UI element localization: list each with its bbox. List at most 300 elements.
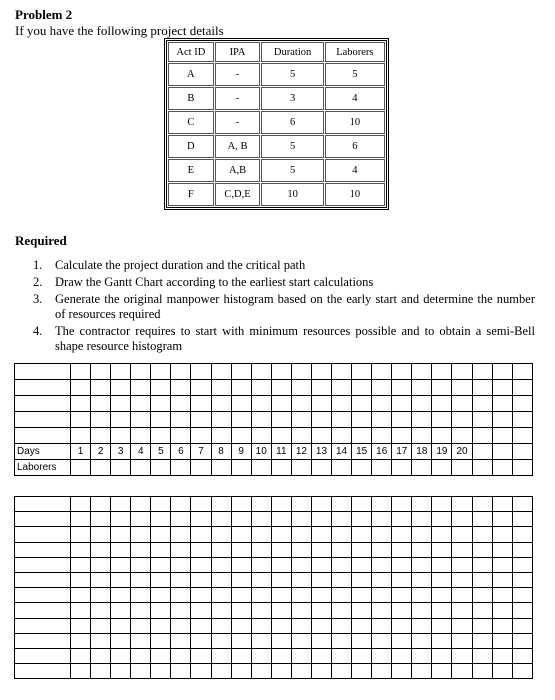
header-ipa: IPA xyxy=(215,42,261,62)
grid-cell xyxy=(91,572,111,587)
grid-cell xyxy=(111,542,131,557)
grid-cell xyxy=(512,603,532,618)
grid-cell xyxy=(271,527,291,542)
grid-cell xyxy=(71,557,91,572)
day-number: 17 xyxy=(392,444,412,460)
day-number: 6 xyxy=(171,444,191,460)
grid-cell xyxy=(392,664,412,679)
grid-cell xyxy=(71,396,91,412)
grid-cell xyxy=(472,497,492,512)
grid-cell xyxy=(392,557,412,572)
grid-cell xyxy=(191,557,211,572)
grid-cell xyxy=(512,557,532,572)
grid-cell xyxy=(151,633,171,648)
laborers-cell xyxy=(311,460,331,476)
grid-cell xyxy=(91,380,111,396)
grid-cell xyxy=(392,527,412,542)
grid-cell xyxy=(332,527,352,542)
grid-row xyxy=(15,497,533,512)
grid-cell xyxy=(372,542,392,557)
grid-cell xyxy=(311,542,331,557)
days-row xyxy=(15,444,533,460)
grid-cell xyxy=(231,572,251,587)
grid-cell xyxy=(412,588,432,603)
grid-cell xyxy=(211,396,231,412)
grid-cell xyxy=(171,633,191,648)
grid-cell xyxy=(492,428,512,444)
grid-cell xyxy=(472,633,492,648)
grid-cell xyxy=(231,396,251,412)
laborers-cell xyxy=(291,460,311,476)
grid-cell xyxy=(452,527,472,542)
grid-cell xyxy=(372,396,392,412)
grid-cell xyxy=(151,664,171,679)
grid-cell xyxy=(452,633,472,648)
grid-cell xyxy=(211,572,231,587)
laborers-cell xyxy=(432,460,452,476)
grid-cell xyxy=(251,527,271,542)
grid-cell xyxy=(91,664,111,679)
grid-cell xyxy=(111,557,131,572)
day-number: 5 xyxy=(151,444,171,460)
grid-cell xyxy=(432,633,452,648)
grid-cell xyxy=(472,603,492,618)
grid-cell xyxy=(352,364,372,380)
day-number: 11 xyxy=(271,444,291,460)
grid-cell xyxy=(512,380,532,396)
grid-cell xyxy=(251,380,271,396)
grid-cell xyxy=(352,412,372,428)
laborers-label: Laborers xyxy=(15,460,71,476)
cell-act-id: D xyxy=(168,135,214,158)
grid-cell xyxy=(372,603,392,618)
grid-cell xyxy=(412,633,432,648)
grid-cell xyxy=(311,618,331,633)
grid-cell xyxy=(432,557,452,572)
grid-cell xyxy=(432,527,452,542)
grid-cell xyxy=(15,497,71,512)
grid-cell xyxy=(372,527,392,542)
cell-laborers: 5 xyxy=(325,63,385,86)
grid-cell xyxy=(131,428,151,444)
grid-cell xyxy=(91,603,111,618)
grid-cell xyxy=(372,633,392,648)
project-details-table xyxy=(164,38,389,210)
grid-cell xyxy=(211,618,231,633)
grid-cell xyxy=(412,428,432,444)
grid-cell xyxy=(432,648,452,663)
grid-cell xyxy=(191,648,211,663)
grid-cell xyxy=(291,557,311,572)
grid-cell xyxy=(512,542,532,557)
grid-cell xyxy=(291,603,311,618)
grid-cell xyxy=(15,512,71,527)
cell-ipa: C,D,E xyxy=(215,183,261,206)
grid-cell xyxy=(91,428,111,444)
grid-cell xyxy=(71,364,91,380)
grid-cell xyxy=(472,618,492,633)
grid-cell xyxy=(191,428,211,444)
header-laborers: Laborers xyxy=(325,42,385,62)
grid-cell xyxy=(311,497,331,512)
grid-cell xyxy=(211,428,231,444)
grid-cell xyxy=(231,618,251,633)
grid-cell xyxy=(472,428,492,444)
grid-cell xyxy=(492,557,512,572)
grid-cell xyxy=(332,618,352,633)
list-item xyxy=(33,292,535,322)
grid-cell xyxy=(392,364,412,380)
grid-cell xyxy=(91,633,111,648)
day-number: 18 xyxy=(412,444,432,460)
grid-cell xyxy=(352,512,372,527)
grid-cell xyxy=(91,396,111,412)
grid-cell xyxy=(151,648,171,663)
header-act-id: Act ID xyxy=(168,42,214,62)
grid-cell xyxy=(372,572,392,587)
grid-cell xyxy=(432,364,452,380)
grid-cell xyxy=(15,588,71,603)
grid-cell xyxy=(432,603,452,618)
grid-cell xyxy=(291,664,311,679)
laborers-cell xyxy=(492,460,512,476)
grid-cell xyxy=(15,364,71,380)
laborers-cell xyxy=(392,460,412,476)
grid-cell xyxy=(352,428,372,444)
grid-cell xyxy=(271,396,291,412)
grid-cell xyxy=(291,512,311,527)
grid-cell xyxy=(151,380,171,396)
grid-cell xyxy=(332,396,352,412)
cell-ipa: A, B xyxy=(215,135,261,158)
grid-cell xyxy=(151,428,171,444)
grid-cell xyxy=(291,542,311,557)
grid-cell xyxy=(15,557,71,572)
grid-cell xyxy=(492,633,512,648)
grid-cell xyxy=(211,412,231,428)
list-item xyxy=(33,324,535,354)
grid-cell xyxy=(452,588,472,603)
grid-cell xyxy=(291,428,311,444)
grid-cell xyxy=(71,588,91,603)
table-row xyxy=(168,87,385,110)
grid-cell xyxy=(332,497,352,512)
grid-cell xyxy=(392,380,412,396)
grid-cell xyxy=(311,364,331,380)
grid-cell xyxy=(372,497,392,512)
grid-cell xyxy=(392,497,412,512)
grid-cell xyxy=(291,396,311,412)
grid-cell xyxy=(412,664,432,679)
grid-cell xyxy=(171,618,191,633)
grid-cell xyxy=(231,603,251,618)
grid-cell xyxy=(131,664,151,679)
grid-cell xyxy=(231,588,251,603)
grid-cell xyxy=(111,364,131,380)
grid-cell xyxy=(171,412,191,428)
grid-cell xyxy=(432,497,452,512)
grid-cell xyxy=(231,380,251,396)
gantt-histogram-grid xyxy=(14,363,533,476)
grid-cell xyxy=(452,648,472,663)
grid-cell xyxy=(352,603,372,618)
grid-cell xyxy=(271,364,291,380)
grid-cell xyxy=(512,444,532,460)
grid-cell xyxy=(412,648,432,663)
grid-row xyxy=(15,633,533,648)
grid-cell xyxy=(71,512,91,527)
grid-cell xyxy=(111,412,131,428)
grid-cell xyxy=(311,572,331,587)
grid-cell xyxy=(432,618,452,633)
grid-cell xyxy=(492,648,512,663)
laborers-cell xyxy=(91,460,111,476)
grid-cell xyxy=(432,396,452,412)
laborers-cell xyxy=(472,460,492,476)
grid-cell xyxy=(191,497,211,512)
grid-cell xyxy=(472,444,492,460)
grid-cell xyxy=(472,396,492,412)
grid-cell xyxy=(171,428,191,444)
grid-cell xyxy=(452,396,472,412)
grid-cell xyxy=(412,364,432,380)
grid-cell xyxy=(211,557,231,572)
grid-cell xyxy=(412,396,432,412)
grid-cell xyxy=(131,396,151,412)
grid-row xyxy=(15,664,533,679)
grid-cell xyxy=(452,512,472,527)
grid-cell xyxy=(171,603,191,618)
list-item-text: Draw the Gantt Chart according to the earliest start calculations xyxy=(55,275,374,289)
grid-row xyxy=(15,527,533,542)
grid-cell xyxy=(352,542,372,557)
grid-cell xyxy=(191,364,211,380)
grid-cell xyxy=(352,527,372,542)
cell-duration: 5 xyxy=(261,63,323,86)
grid-cell xyxy=(472,364,492,380)
cell-ipa: - xyxy=(215,87,261,110)
grid-cell xyxy=(372,648,392,663)
grid-cell xyxy=(412,497,432,512)
grid-cell xyxy=(251,618,271,633)
grid-cell xyxy=(412,618,432,633)
grid-cell xyxy=(311,412,331,428)
cell-laborers: 10 xyxy=(325,111,385,134)
grid-cell xyxy=(472,412,492,428)
grid-cell xyxy=(15,396,71,412)
grid-cell xyxy=(171,557,191,572)
grid-cell xyxy=(111,428,131,444)
grid-cell xyxy=(211,380,231,396)
grid-cell xyxy=(91,542,111,557)
grid-cell xyxy=(372,380,392,396)
laborers-cell xyxy=(452,460,472,476)
grid-cell xyxy=(372,618,392,633)
grid-cell xyxy=(91,557,111,572)
grid-cell xyxy=(392,572,412,587)
grid-cell xyxy=(291,618,311,633)
grid-cell xyxy=(392,603,412,618)
grid-cell xyxy=(251,497,271,512)
grid-cell xyxy=(191,396,211,412)
grid-cell xyxy=(291,497,311,512)
list-item-number: 3. xyxy=(33,292,43,306)
grid-cell xyxy=(131,588,151,603)
table-row xyxy=(168,111,385,134)
grid-cell xyxy=(352,618,372,633)
grid-cell xyxy=(291,648,311,663)
grid-cell xyxy=(412,412,432,428)
cell-duration: 6 xyxy=(261,111,323,134)
grid-cell xyxy=(131,648,151,663)
grid-cell xyxy=(412,380,432,396)
grid-cell xyxy=(71,428,91,444)
grid-row xyxy=(15,603,533,618)
grid-cell xyxy=(392,412,412,428)
grid-cell xyxy=(251,603,271,618)
cell-duration: 3 xyxy=(261,87,323,110)
day-number: 16 xyxy=(372,444,392,460)
grid-cell xyxy=(311,380,331,396)
grid-cell xyxy=(332,648,352,663)
grid-cell xyxy=(452,618,472,633)
grid-cell xyxy=(151,527,171,542)
grid-cell xyxy=(271,557,291,572)
grid-cell xyxy=(452,497,472,512)
grid-cell xyxy=(311,512,331,527)
grid-row xyxy=(15,512,533,527)
grid-cell xyxy=(91,588,111,603)
grid-cell xyxy=(352,664,372,679)
grid-cell xyxy=(492,603,512,618)
grid-cell xyxy=(71,603,91,618)
grid-cell xyxy=(311,588,331,603)
day-number: 3 xyxy=(111,444,131,460)
laborers-cell xyxy=(332,460,352,476)
grid-cell xyxy=(271,633,291,648)
laborers-cell xyxy=(131,460,151,476)
grid-cell xyxy=(211,664,231,679)
grid-cell xyxy=(332,364,352,380)
grid-cell xyxy=(432,380,452,396)
grid-cell xyxy=(91,527,111,542)
grid-cell xyxy=(372,364,392,380)
list-item xyxy=(33,275,535,290)
cell-act-id: B xyxy=(168,87,214,110)
grid-cell xyxy=(492,664,512,679)
grid-cell xyxy=(15,664,71,679)
grid-cell xyxy=(332,512,352,527)
cell-ipa: - xyxy=(215,63,261,86)
grid-cell xyxy=(171,380,191,396)
grid-cell xyxy=(452,380,472,396)
grid-cell xyxy=(492,618,512,633)
grid-cell xyxy=(191,588,211,603)
laborers-cell xyxy=(412,460,432,476)
grid-cell xyxy=(71,412,91,428)
laborers-cell xyxy=(211,460,231,476)
grid-cell xyxy=(352,588,372,603)
grid-cell xyxy=(191,664,211,679)
grid-cell xyxy=(231,428,251,444)
grid-cell xyxy=(151,396,171,412)
cell-act-id: F xyxy=(168,183,214,206)
grid-cell xyxy=(291,633,311,648)
grid-cell xyxy=(392,542,412,557)
laborers-cell xyxy=(111,460,131,476)
grid-cell xyxy=(171,542,191,557)
grid-cell xyxy=(432,588,452,603)
grid-cell xyxy=(111,527,131,542)
day-number: 19 xyxy=(432,444,452,460)
grid-cell xyxy=(191,572,211,587)
cell-ipa: A,B xyxy=(215,159,261,182)
grid-cell xyxy=(291,364,311,380)
grid-cell xyxy=(15,542,71,557)
laborers-cell xyxy=(372,460,392,476)
grid-cell xyxy=(191,542,211,557)
grid-cell xyxy=(111,603,131,618)
laborers-row xyxy=(15,460,533,476)
grid-cell xyxy=(372,428,392,444)
grid-cell xyxy=(171,396,191,412)
grid-cell xyxy=(291,588,311,603)
grid-cell xyxy=(271,572,291,587)
grid-cell xyxy=(211,542,231,557)
grid-row xyxy=(15,380,533,396)
grid-cell xyxy=(492,497,512,512)
grid-cell xyxy=(271,588,291,603)
day-number: 14 xyxy=(332,444,352,460)
grid-cell xyxy=(251,428,271,444)
grid-cell xyxy=(151,364,171,380)
cell-duration: 5 xyxy=(261,135,323,158)
grid-cell xyxy=(171,572,191,587)
laborers-cell xyxy=(512,460,532,476)
grid-cell xyxy=(412,542,432,557)
grid-cell xyxy=(452,572,472,587)
list-item-number: 2. xyxy=(33,275,43,289)
grid-cell xyxy=(111,618,131,633)
grid-cell xyxy=(171,648,191,663)
grid-cell xyxy=(15,527,71,542)
grid-cell xyxy=(71,618,91,633)
day-number: 12 xyxy=(291,444,311,460)
grid-cell xyxy=(251,633,271,648)
grid-cell xyxy=(211,512,231,527)
grid-cell xyxy=(171,664,191,679)
grid-cell xyxy=(171,497,191,512)
grid-cell xyxy=(311,633,331,648)
grid-cell xyxy=(231,527,251,542)
grid-cell xyxy=(151,618,171,633)
grid-cell xyxy=(372,664,392,679)
grid-cell xyxy=(332,572,352,587)
day-number: 20 xyxy=(452,444,472,460)
grid-cell xyxy=(111,664,131,679)
grid-cell xyxy=(251,557,271,572)
laborers-cell xyxy=(251,460,271,476)
grid-cell xyxy=(91,512,111,527)
grid-cell xyxy=(492,396,512,412)
cell-ipa: - xyxy=(215,111,261,134)
list-item-text: Calculate the project duration and the critical path xyxy=(55,258,306,272)
grid-row xyxy=(15,618,533,633)
grid-cell xyxy=(512,527,532,542)
grid-cell xyxy=(452,542,472,557)
grid-cell xyxy=(472,648,492,663)
intro-text: If you have the following project details xyxy=(15,23,224,38)
